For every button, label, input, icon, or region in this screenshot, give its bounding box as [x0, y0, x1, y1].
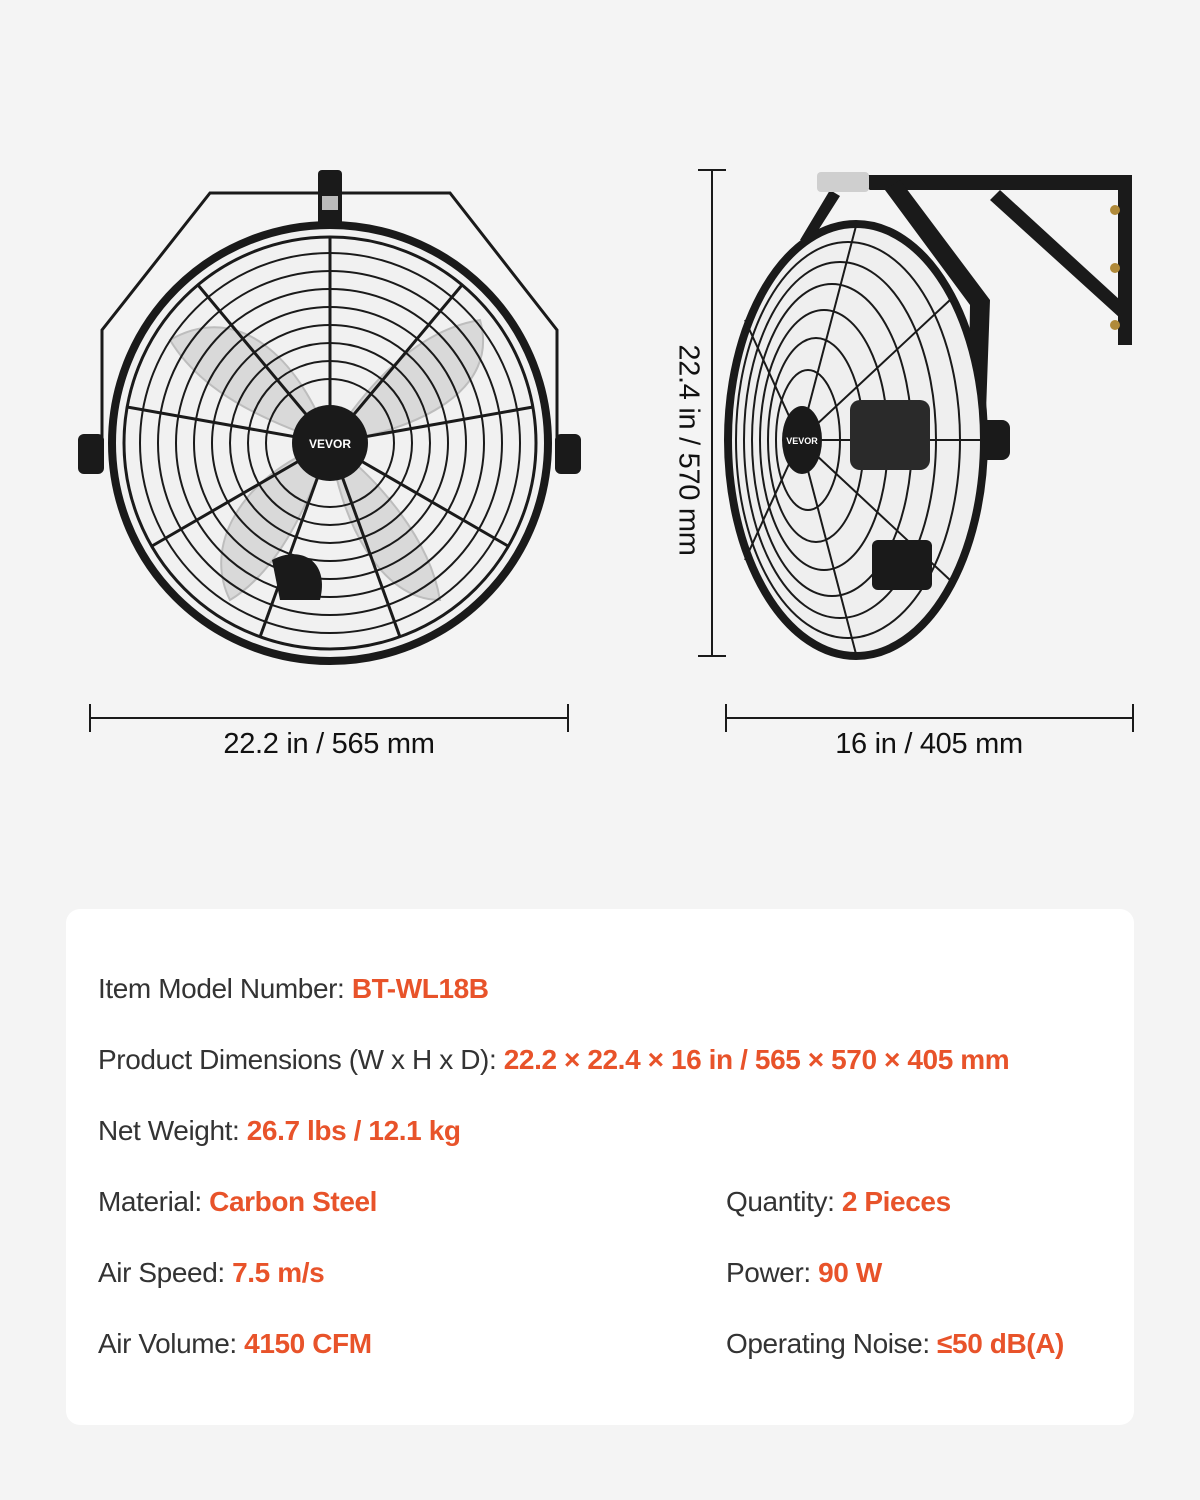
- spec-value: BT-WL18B: [351, 973, 489, 1004]
- height-dimension-label: 22.4 in / 570 mm: [672, 344, 705, 556]
- spec-value: 90 W: [818, 1257, 882, 1288]
- spec-noise: [726, 1328, 1064, 1360]
- spec-dimensions: [98, 1044, 1009, 1076]
- spec-label: Operating Noise:: [726, 1328, 938, 1359]
- spec-quantity: [726, 1186, 951, 1218]
- spec-label: Power:: [726, 1257, 819, 1288]
- spec-value: ≤50 dB(A): [937, 1328, 1064, 1359]
- depth-dimension-label: 16 in / 405 mm: [835, 728, 1023, 760]
- spec-value: 4150 CFM: [244, 1328, 372, 1359]
- spec-model: [98, 973, 489, 1005]
- spec-value: 2 Pieces: [841, 1186, 951, 1217]
- spec-power: [726, 1257, 882, 1289]
- spec-label: Air Speed:: [98, 1257, 233, 1288]
- front-view-fan: [78, 170, 581, 661]
- spec-air-speed: [98, 1257, 324, 1289]
- spec-air-volume: [98, 1328, 372, 1360]
- spec-material: [98, 1186, 377, 1218]
- spec-weight: [98, 1115, 461, 1147]
- spec-label: Air Volume:: [98, 1328, 245, 1359]
- side-view-fan: [728, 172, 1132, 656]
- spec-value: Carbon Steel: [209, 1186, 378, 1217]
- spec-value: 7.5 m/s: [232, 1257, 325, 1288]
- spec-label: Material:: [98, 1186, 210, 1217]
- width-dimension-label: 22.2 in / 565 mm: [223, 728, 435, 760]
- spec-value: 26.7 lbs / 12.1 kg: [246, 1115, 461, 1146]
- spec-card: [66, 909, 1134, 1425]
- spec-label: Product Dimensions (W x H x D):: [98, 1044, 504, 1075]
- brand-logo: VEVOR: [308, 437, 352, 451]
- spec-value: 22.2 × 22.4 × 16 in / 565 × 570 × 405 mm: [503, 1044, 1010, 1075]
- spec-label: Quantity:: [726, 1186, 842, 1217]
- brand-logo-side: VEVOR: [786, 436, 818, 446]
- spec-label: Net Weight:: [98, 1115, 247, 1146]
- spec-label: Item Model Number:: [98, 973, 352, 1004]
